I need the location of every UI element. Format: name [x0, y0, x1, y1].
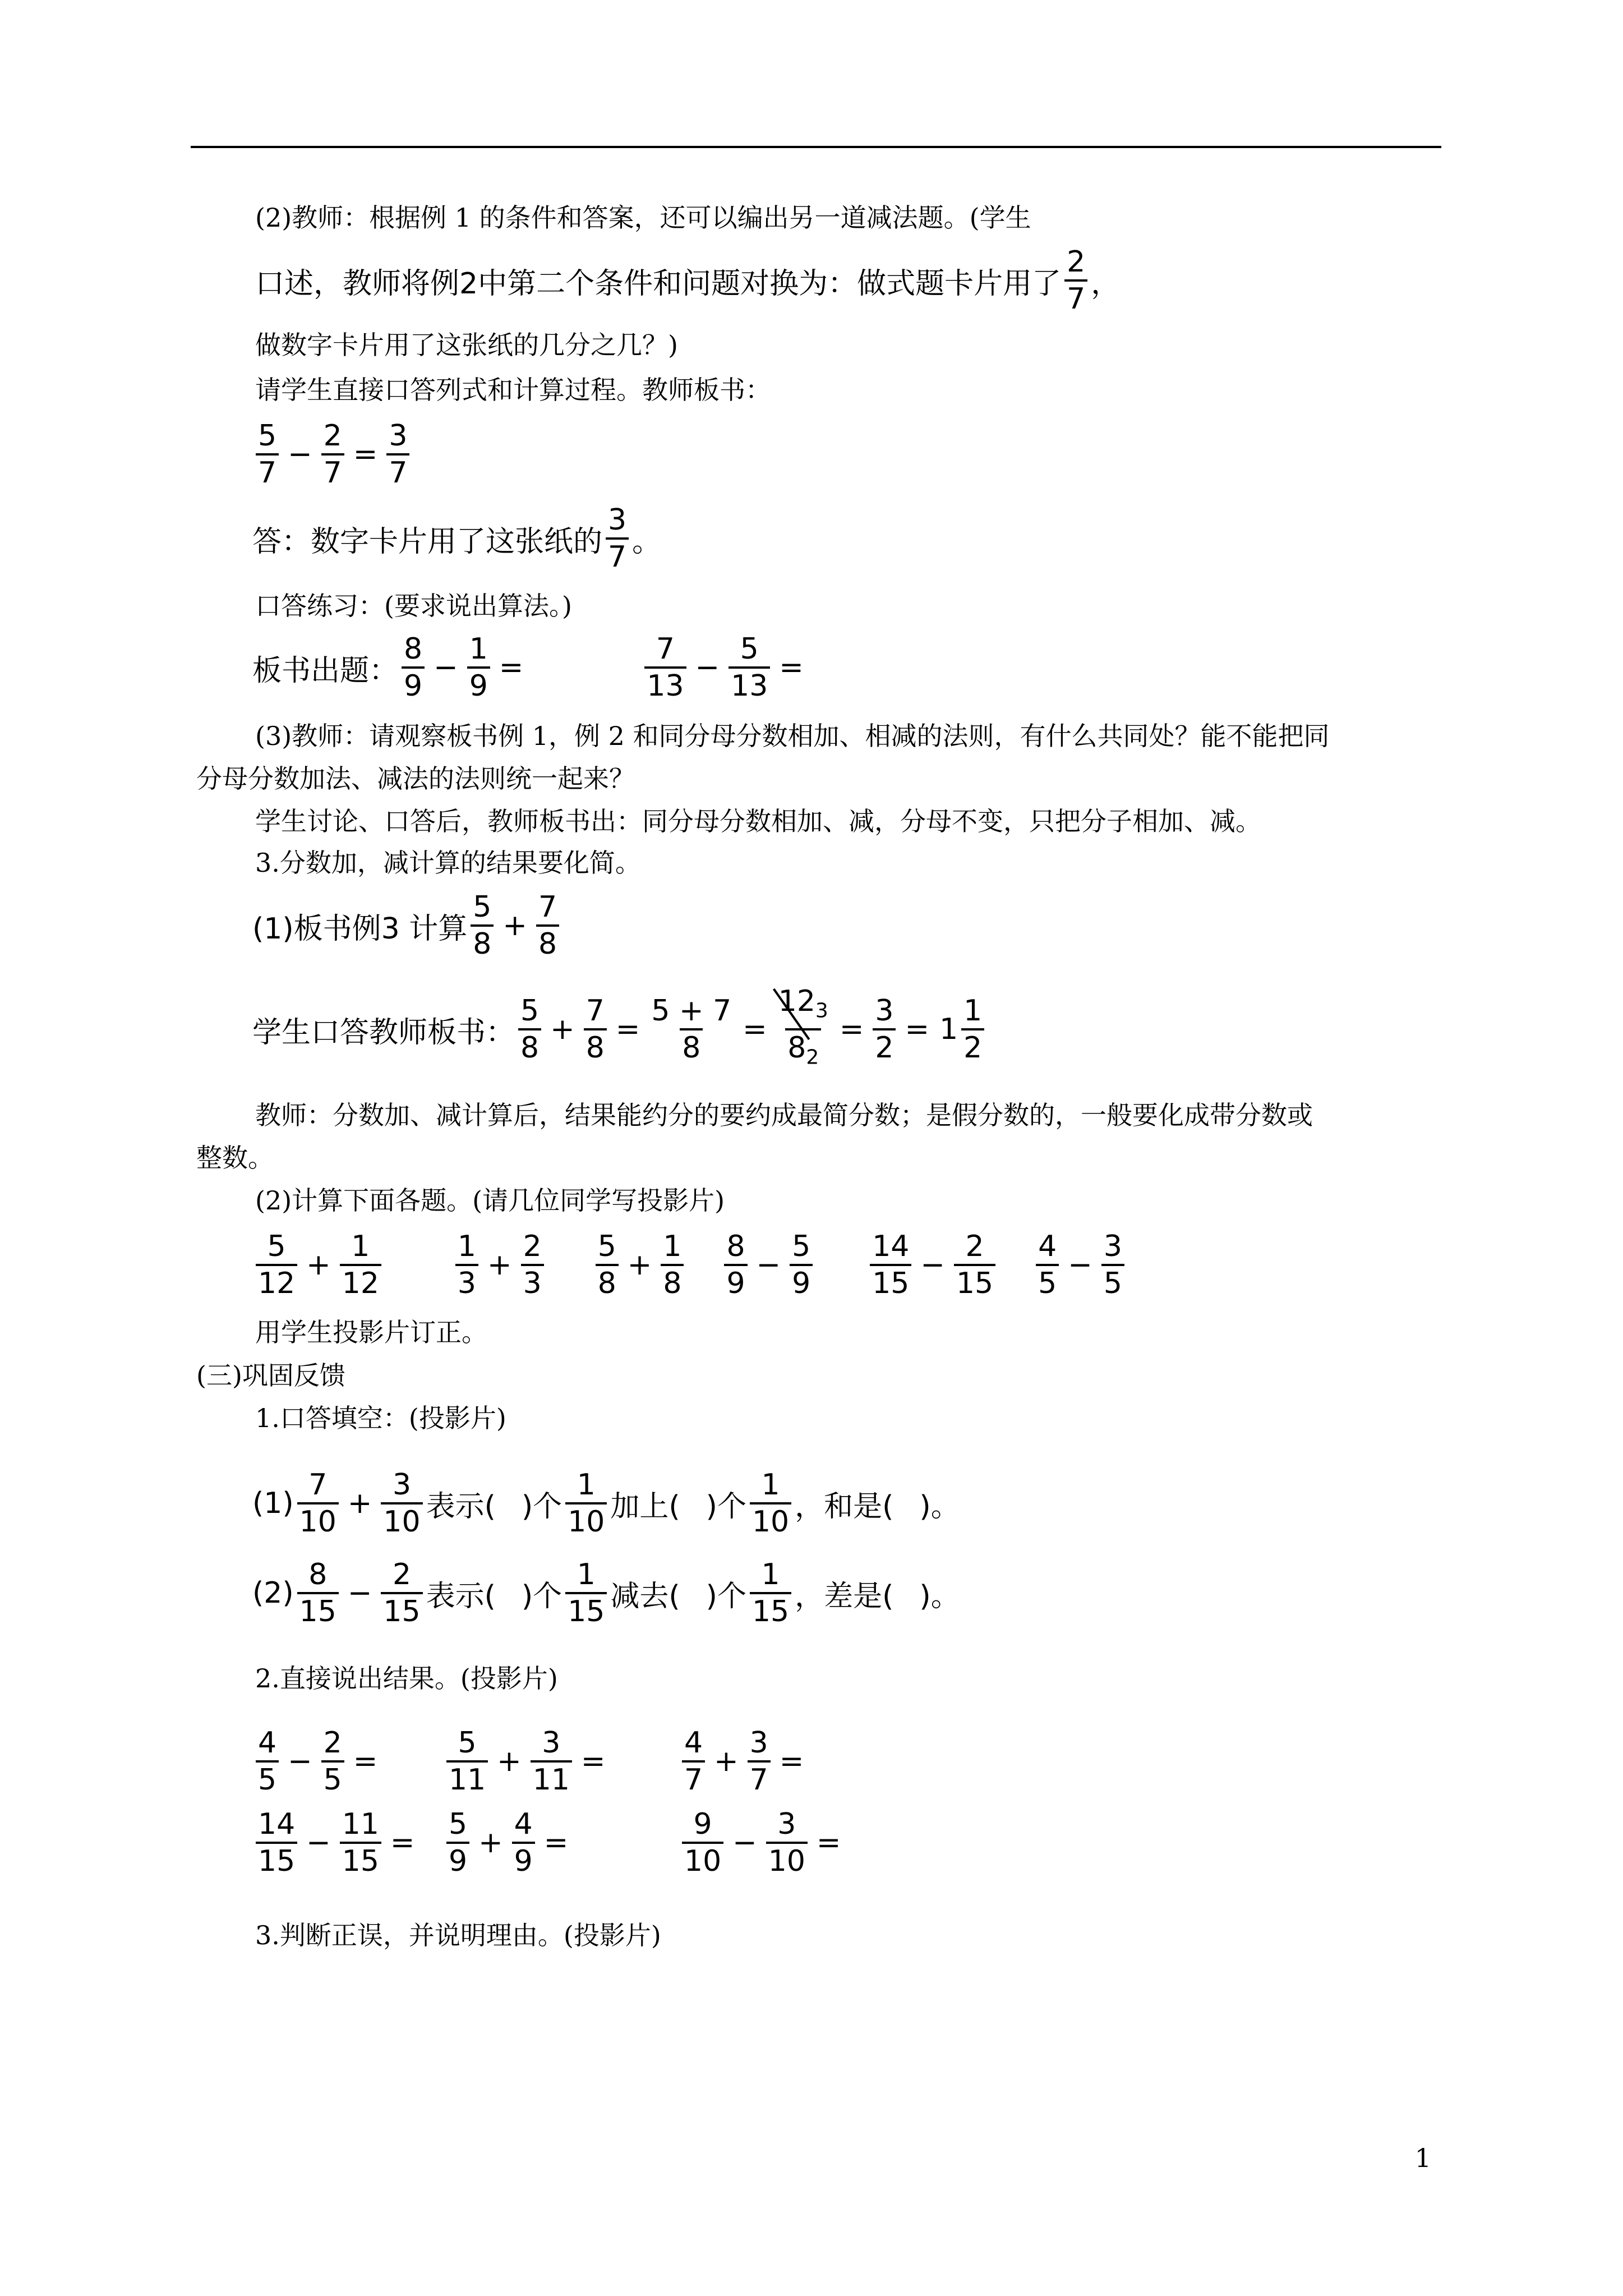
exercise — [592, 1229, 688, 1301]
denominator: 7 — [1064, 279, 1087, 316]
exercise — [252, 1229, 385, 1301]
numerator: 1 — [761, 1558, 780, 1591]
fill-in-1 — [252, 1458, 960, 1548]
fraction — [606, 503, 629, 574]
numerator: 1 — [577, 1468, 596, 1502]
paragraph: 口答练习：(要求说出算法。) — [255, 591, 572, 621]
fraction — [766, 1807, 808, 1879]
fraction — [750, 1467, 791, 1539]
fraction — [644, 632, 686, 703]
operator: − — [1068, 1248, 1092, 1282]
denominator: 10 — [381, 1502, 422, 1539]
denominator: 7 — [321, 453, 344, 490]
numerator: 5 — [258, 419, 277, 453]
fraction — [521, 1229, 544, 1301]
reduced-numerator: 3 — [815, 999, 828, 1022]
denominator: 9 — [402, 666, 425, 703]
direct-row-2 — [252, 1798, 847, 1888]
mixed-number — [935, 993, 988, 1065]
exercise — [721, 1229, 816, 1301]
numerator: 4 — [514, 1807, 533, 1841]
reduced-denominator: 2 — [806, 1046, 819, 1069]
header-rule — [191, 146, 1441, 148]
denominator: 15 — [750, 1592, 791, 1629]
denominator: 2 — [961, 1028, 984, 1065]
reduced-fraction — [776, 984, 831, 1075]
fraction — [873, 993, 896, 1065]
equals: = — [905, 1013, 930, 1046]
fraction — [870, 1229, 911, 1301]
equals: = — [580, 1745, 606, 1778]
numerator: 14 — [258, 1807, 296, 1841]
paragraph: 做数字卡片用了这张纸的几分之几？) — [255, 330, 678, 360]
fraction — [661, 1229, 684, 1301]
denominator: 2 — [873, 1028, 896, 1065]
numerator: 5 — [792, 1230, 811, 1263]
text: 表示( — [426, 1579, 496, 1613]
operator: + — [714, 1745, 739, 1778]
numerator: 7 — [308, 1468, 328, 1502]
fraction — [402, 632, 425, 703]
numerator: 1 — [351, 1230, 370, 1263]
text: 。 — [632, 524, 662, 559]
numerator: 5 — [458, 1726, 477, 1760]
operator: + — [502, 909, 527, 942]
numerator: 3 — [608, 503, 627, 537]
denominator: 10 — [750, 1502, 791, 1539]
text: ， — [1091, 266, 1121, 301]
operator: + — [550, 1013, 575, 1046]
fraction — [455, 1229, 478, 1301]
fraction — [446, 1807, 469, 1879]
fraction — [728, 632, 770, 703]
operator: + — [487, 1248, 512, 1282]
fraction — [954, 1229, 995, 1301]
numerator: 2 — [523, 1230, 542, 1263]
fraction — [467, 632, 490, 703]
numerator: 3 — [749, 1726, 768, 1760]
numerator: 9 — [693, 1807, 712, 1841]
paragraph: 1.口答填空：(投影片) — [255, 1403, 506, 1433]
denominator: 9 — [512, 1842, 535, 1879]
denominator: 8 — [584, 1028, 607, 1065]
numerator: 3 — [1103, 1230, 1122, 1263]
paragraph: 3.分数加，减计算的结果要化简。 — [255, 848, 641, 878]
numerator: 5 + 7 — [651, 994, 732, 1028]
fraction — [297, 1467, 339, 1539]
label: 学生口答教师板书： — [252, 1015, 515, 1050]
paragraph: (2)教师：根据例 1 的条件和答案，还可以编出另一道减法题。(学生 — [255, 203, 1031, 233]
denominator: 15 — [565, 1592, 607, 1629]
fraction — [790, 1229, 813, 1301]
operator: + — [478, 1826, 503, 1860]
answer-line — [252, 494, 661, 583]
denominator: 7 — [606, 537, 629, 574]
numerator: 5 — [449, 1807, 468, 1841]
exercise-row — [252, 1220, 1128, 1310]
paragraph: (2)计算下面各题。(请几位同学写投影片) — [255, 1185, 725, 1216]
equals: = — [390, 1826, 415, 1860]
denominator: 8 — [661, 1264, 684, 1301]
denominator: 15 — [297, 1592, 339, 1629]
exercise — [452, 1229, 547, 1301]
operator: − — [732, 1826, 757, 1860]
fraction — [340, 1229, 381, 1301]
item-number: (1) — [252, 1487, 294, 1520]
denominator: 5 — [1036, 1264, 1059, 1301]
denominator: 5 — [1101, 1264, 1124, 1301]
operator: − — [756, 1248, 781, 1282]
equals: = — [615, 1013, 640, 1046]
equals: = — [353, 438, 378, 471]
denominator — [785, 1028, 821, 1075]
denominator: 13 — [644, 666, 686, 703]
numerator: 3 — [389, 419, 408, 453]
numerator: 5 — [267, 1230, 286, 1263]
fraction — [565, 1467, 607, 1539]
fill-in-2 — [252, 1548, 960, 1638]
exercise — [866, 1229, 999, 1301]
numerator-value: 12 — [778, 984, 815, 1018]
denominator: 10 — [565, 1502, 607, 1539]
section-heading: (三)巩固反馈 — [196, 1360, 345, 1391]
numerator: 2 — [323, 1726, 342, 1760]
denominator: 8 — [680, 1028, 703, 1065]
text: (1)板书例3 计算 — [252, 912, 468, 946]
fraction — [1101, 1229, 1124, 1301]
paragraph: 分母分数加法、减法的法则统一起来？ — [196, 763, 635, 794]
fraction — [321, 1726, 344, 1797]
item-number: (2) — [252, 1576, 294, 1610]
operator: − — [288, 1745, 312, 1778]
fraction — [536, 890, 559, 961]
fraction — [750, 1557, 791, 1629]
operator: + — [497, 1745, 522, 1778]
fraction — [565, 1557, 607, 1629]
exercise — [1032, 1229, 1128, 1301]
text: ，差是( — [795, 1579, 894, 1613]
equals: = — [543, 1826, 569, 1860]
fraction — [471, 890, 494, 961]
fraction — [321, 418, 344, 490]
numerator: 1 — [761, 1468, 780, 1502]
fraction — [724, 1229, 747, 1301]
operator: − — [306, 1826, 331, 1860]
fraction — [682, 1807, 723, 1879]
fraction — [381, 1467, 422, 1539]
fraction — [1036, 1229, 1059, 1301]
denominator: 7 — [748, 1760, 771, 1797]
operator: − — [920, 1248, 945, 1282]
denominator: 7 — [682, 1760, 705, 1797]
text: 减去( — [610, 1579, 680, 1613]
board-questions — [252, 623, 809, 712]
text: 表示( — [426, 1489, 496, 1524]
operator: − — [347, 1576, 372, 1610]
numerator: 1 — [469, 632, 488, 666]
exercise — [443, 1726, 679, 1797]
denominator: 10 — [766, 1842, 808, 1879]
fraction — [256, 1807, 297, 1879]
denominator: 5 — [321, 1760, 344, 1797]
fraction — [256, 1726, 279, 1797]
denominator: 9 — [446, 1842, 469, 1879]
operator: − — [695, 651, 720, 684]
fraction — [256, 418, 279, 490]
numerator: 1 — [457, 1230, 477, 1263]
numerator: 4 — [258, 1726, 277, 1760]
paragraph-with-fraction — [255, 236, 1120, 325]
denominator: 8 — [596, 1264, 619, 1301]
denominator: 8 — [471, 924, 494, 961]
numerator: 1 — [663, 1230, 682, 1263]
numerator: 5 — [473, 890, 492, 924]
numerator: 7 — [538, 890, 557, 924]
operator: + — [627, 1248, 652, 1282]
numerator: 8 — [404, 632, 423, 666]
denominator: 13 — [728, 666, 770, 703]
numerator: 3 — [777, 1807, 796, 1841]
fraction — [961, 993, 984, 1065]
paragraph: 用学生投影片订正。 — [255, 1317, 487, 1347]
denominator: 12 — [256, 1264, 297, 1301]
paragraph: (3)教师：请观察板书例 1，例 2 和同分母分数相加、相减的法则，有什么共同处？能不能把同 — [255, 721, 1330, 751]
fraction — [682, 1726, 705, 1797]
text: )个 — [521, 1489, 562, 1524]
equals: = — [499, 651, 524, 684]
operator: − — [434, 651, 458, 684]
paragraph: 请学生直接口答列式和计算过程。教师板书： — [255, 375, 771, 405]
text: 答：数字卡片用了这张纸的 — [252, 524, 603, 559]
text: ，和是( — [795, 1489, 894, 1524]
text: 口述，教师将例2中第二个条件和问题对换为：做式题卡片用了 — [255, 266, 1062, 301]
numerator: 4 — [1038, 1230, 1057, 1263]
numerator: 11 — [342, 1807, 379, 1841]
fraction — [584, 993, 607, 1065]
numerator: 3 — [875, 994, 894, 1028]
operator: + — [347, 1487, 372, 1520]
text: 加上( — [610, 1489, 680, 1524]
text: )个 — [521, 1579, 562, 1613]
numerator: 5 — [520, 994, 540, 1028]
exercise — [252, 1726, 443, 1797]
exercise — [679, 1807, 847, 1879]
paragraph: 整数。 — [196, 1143, 274, 1173]
exercise — [679, 1726, 809, 1797]
numerator: 1 — [577, 1558, 596, 1591]
equals: = — [816, 1826, 841, 1860]
denominator: 15 — [870, 1264, 911, 1301]
text: )个 — [706, 1579, 746, 1613]
denominator: 15 — [954, 1264, 995, 1301]
numerator: 5 — [597, 1230, 616, 1263]
whole-part: 1 — [939, 1013, 958, 1046]
text: )。 — [919, 1489, 960, 1524]
numerator: 14 — [872, 1230, 910, 1263]
denominator: 7 — [386, 453, 409, 490]
numerator: 7 — [656, 632, 675, 666]
exercise — [252, 1807, 443, 1879]
operator: − — [288, 438, 312, 471]
fraction — [518, 993, 541, 1065]
direct-row-1 — [252, 1717, 809, 1806]
equals: = — [353, 1745, 378, 1778]
denominator: 12 — [340, 1264, 381, 1301]
equals: = — [743, 1013, 767, 1046]
paragraph: 2.直接说出结果。(投影片) — [255, 1663, 558, 1694]
denominator: 3 — [455, 1264, 478, 1301]
numerator: 1 — [963, 994, 983, 1028]
equals: = — [839, 1013, 864, 1046]
denominator: 8 — [536, 924, 559, 961]
denominator: 3 — [521, 1264, 544, 1301]
text: )个 — [706, 1489, 746, 1524]
fraction — [512, 1807, 535, 1879]
fraction — [256, 1229, 297, 1301]
page-number: 1 — [1414, 2143, 1431, 2173]
denominator: 7 — [256, 453, 279, 490]
numerator: 7 — [585, 994, 605, 1028]
fraction — [531, 1726, 572, 1797]
exercise — [443, 1807, 679, 1879]
numerator: 8 — [308, 1558, 328, 1591]
numerator: 2 — [1067, 245, 1086, 279]
numerator: 8 — [726, 1230, 745, 1263]
paragraph: 教师：分数加、减计算后，结果能约分的要约成最简分数；是假分数的，一般要化成带分数或 — [255, 1100, 1313, 1130]
denominator: 9 — [790, 1264, 813, 1301]
text: )。 — [919, 1579, 960, 1613]
fraction — [340, 1807, 381, 1879]
denominator: 11 — [531, 1760, 572, 1797]
numerator: 3 — [392, 1468, 412, 1502]
fraction — [386, 418, 409, 490]
denominator: 15 — [256, 1842, 297, 1879]
numerator: 2 — [392, 1558, 412, 1591]
denominator: 8 — [518, 1028, 541, 1065]
denominator: 11 — [446, 1760, 488, 1797]
fraction — [1064, 245, 1087, 316]
fraction — [446, 1726, 488, 1797]
equation — [252, 409, 413, 499]
numerator: 2 — [965, 1230, 984, 1263]
fraction — [649, 993, 734, 1065]
fraction — [748, 1726, 771, 1797]
denominator: 10 — [297, 1502, 339, 1539]
paragraph: 学生讨论、口答后，教师板书出：同分母分数相加、减，分母不变，只把分子相加、减。 — [255, 806, 1261, 836]
operator: + — [306, 1248, 331, 1282]
denominator: 5 — [256, 1760, 279, 1797]
denominator-value: 8 — [787, 1031, 806, 1065]
paragraph: 3.判断正误，并说明理由。(投影片) — [255, 1920, 661, 1950]
example-3 — [252, 881, 562, 970]
fraction — [297, 1557, 339, 1629]
denominator: 9 — [467, 666, 490, 703]
fraction — [596, 1229, 619, 1301]
denominator: 10 — [682, 1842, 723, 1879]
numerator: 4 — [684, 1726, 703, 1760]
fraction — [381, 1557, 422, 1629]
denominator: 15 — [381, 1592, 422, 1629]
denominator: 9 — [724, 1264, 747, 1301]
denominator: 15 — [340, 1842, 381, 1879]
numerator: 3 — [542, 1726, 561, 1760]
numerator: 2 — [323, 419, 342, 453]
equals: = — [779, 651, 804, 684]
label: 板书出题： — [252, 654, 399, 688]
numerator: 5 — [740, 632, 759, 666]
equals: = — [779, 1745, 804, 1778]
example-3-solution — [252, 984, 988, 1074]
